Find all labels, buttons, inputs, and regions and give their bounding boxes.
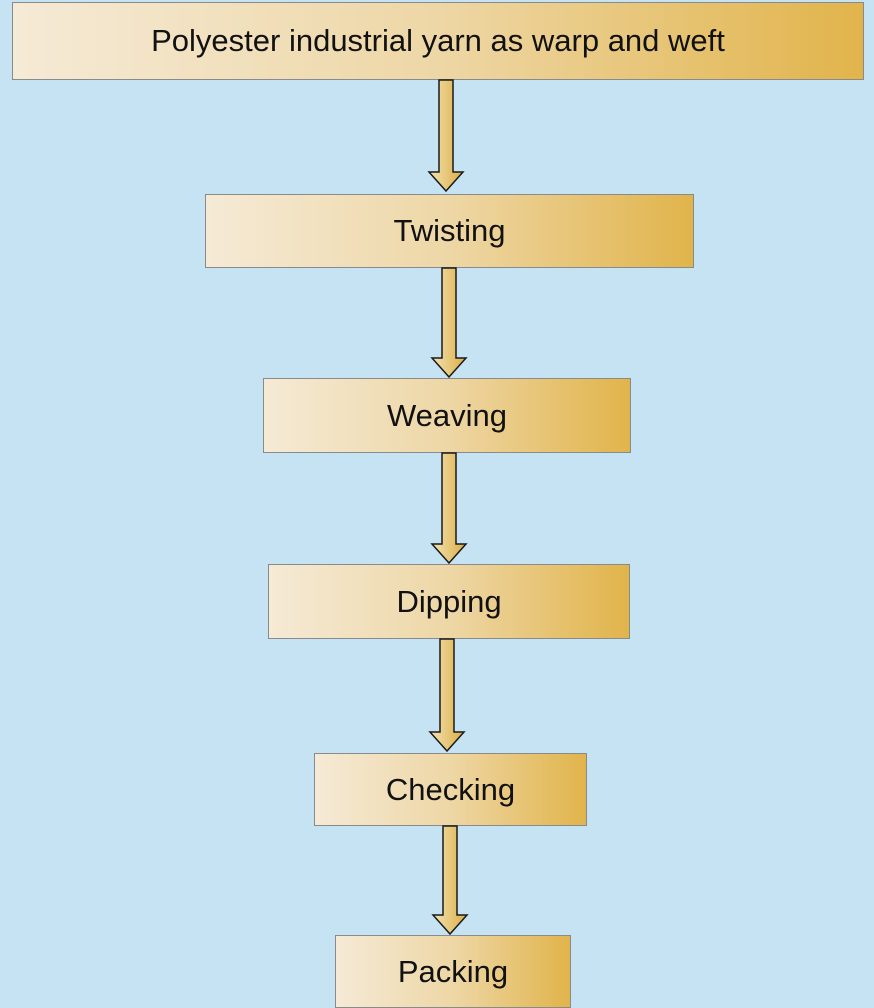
step-twisting — [205, 194, 694, 268]
flow-arrow-2 — [429, 268, 469, 378]
step-raw-material-label: Polyester industrial yarn as warp and weft — [151, 23, 725, 58]
step-packing — [335, 935, 571, 1008]
flow-arrow-3 — [429, 453, 469, 564]
flow-arrow-1 — [426, 80, 466, 192]
step-packing-label: Packing — [397, 953, 509, 989]
step-twisting-label: Twisting — [393, 213, 506, 248]
flow-arrow-4 — [427, 639, 467, 752]
step-checking — [314, 753, 587, 826]
flow-arrow-5 — [430, 826, 470, 935]
step-dipping — [268, 564, 630, 639]
step-checking-label: Checking — [385, 771, 516, 807]
step-raw-material — [12, 2, 864, 80]
step-weaving — [263, 378, 631, 453]
step-weaving-label: Weaving — [386, 397, 508, 433]
step-dipping-label: Dipping — [396, 583, 502, 619]
